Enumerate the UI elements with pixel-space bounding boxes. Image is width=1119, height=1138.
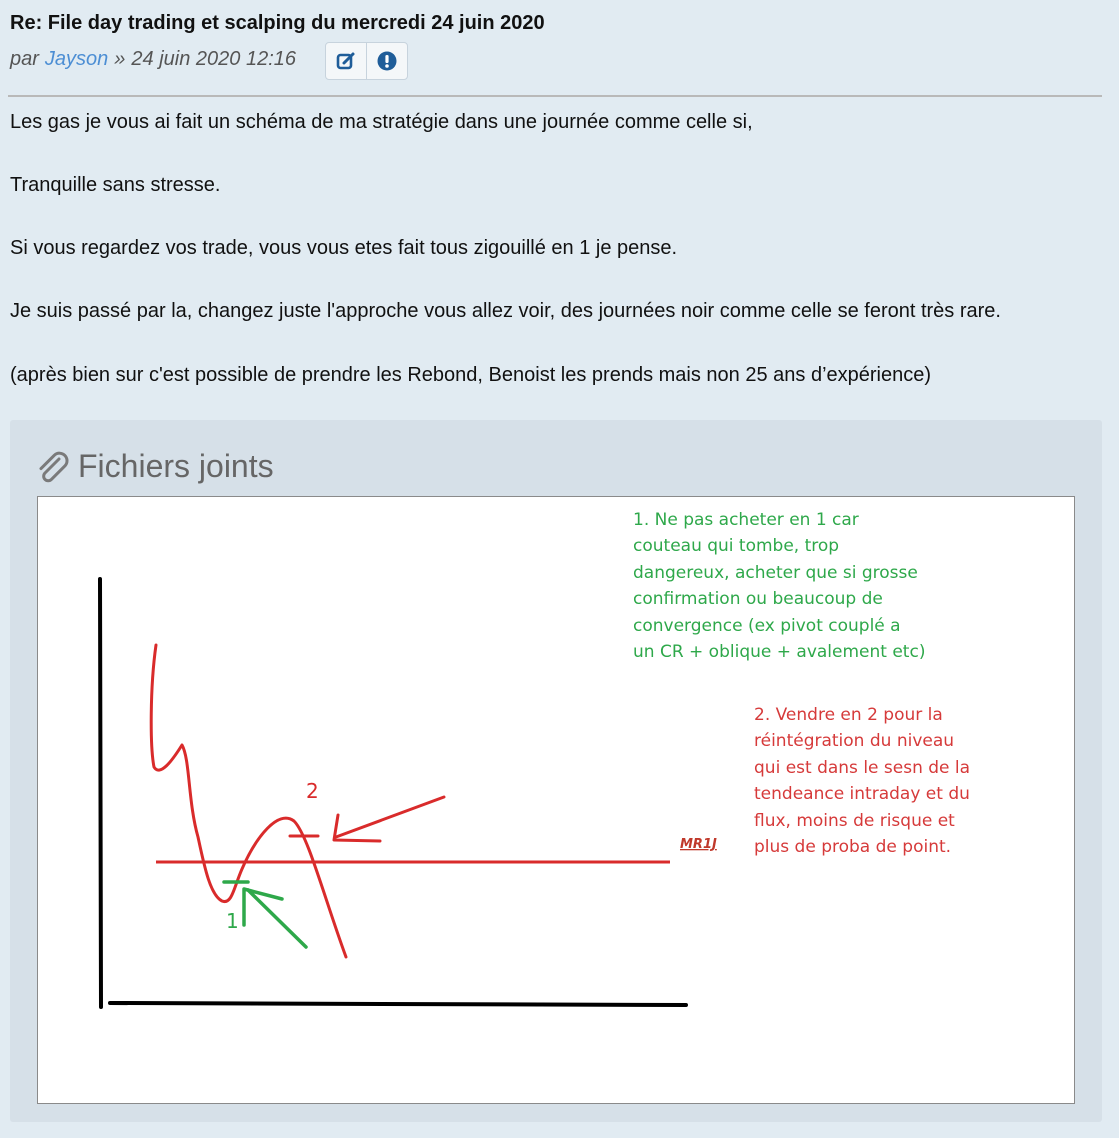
- post-divider: [8, 95, 1102, 97]
- report-button[interactable]: [366, 43, 407, 79]
- level-label: MR1J: [680, 837, 717, 852]
- report-icon: [376, 50, 398, 72]
- note-line: 1. Ne pas acheter en 1 car: [633, 510, 859, 530]
- note-line: qui est dans le sesn de la: [754, 757, 971, 778]
- red-note: [754, 702, 970, 860]
- post-title[interactable]: Re: File day trading et scalping du mercredi 24 juin 2020: [10, 12, 545, 34]
- edit-button[interactable]: [326, 43, 366, 79]
- paragraph: (après bien sur c'est possible de prendre les Rebond, Benoist les prends mais non 25 ans d’expérience): [10, 364, 932, 386]
- note-line: 2. Vendre en 2 pour la: [754, 705, 943, 725]
- point-2-label: 2: [306, 779, 319, 803]
- post-date: 24 juin 2020 12:16: [131, 48, 296, 70]
- note-line: plus de proba de point.: [754, 837, 952, 858]
- paragraph: Les gas je vous ai fait un schéma de ma stratégie dans une journée comme celle si,: [10, 111, 753, 133]
- note-line: un CR + oblique + avalement etc): [633, 642, 926, 663]
- attachments-box: [10, 420, 1102, 1122]
- note-line: couteau qui tombe, trop: [633, 536, 840, 557]
- paperclip-icon: [36, 450, 70, 484]
- point-1-label: 1: [226, 909, 239, 933]
- attachments-title-text: Fichiers joints: [78, 448, 274, 484]
- note-line: dangereux, acheter que si grosse: [633, 562, 918, 583]
- author-separator: »: [114, 48, 126, 70]
- attachments-title: [36, 448, 274, 485]
- post-author-line: [10, 48, 302, 71]
- author-prefix: par: [10, 48, 39, 70]
- note-line: réintégration du niveau: [754, 731, 955, 752]
- green-note: [633, 507, 925, 665]
- edit-icon: [335, 50, 357, 72]
- attached-image[interactable]: [37, 496, 1075, 1104]
- note-line: convergence (ex pivot couplé a: [633, 615, 901, 636]
- author-link[interactable]: Jayson: [44, 48, 109, 70]
- note-line: flux, moins de risque et: [754, 810, 955, 831]
- paragraph: Si vous regardez vos trade, vous vous etes fait tous zigouillé en 1 je pense.: [10, 237, 678, 259]
- red-arrow: [336, 797, 444, 837]
- paragraph: Je suis passé par la, changez juste l'approche vous allez voir, des journées noir comme celle se feront très rare.: [10, 300, 1001, 322]
- post-buttons: [325, 42, 408, 80]
- note-line: confirmation ou beaucoup de: [633, 589, 883, 610]
- paragraph: Tranquille sans stresse.: [10, 174, 221, 196]
- x-axis: [110, 1003, 686, 1005]
- note-line: tendeance intraday et du: [754, 784, 970, 805]
- y-axis: [100, 579, 101, 1007]
